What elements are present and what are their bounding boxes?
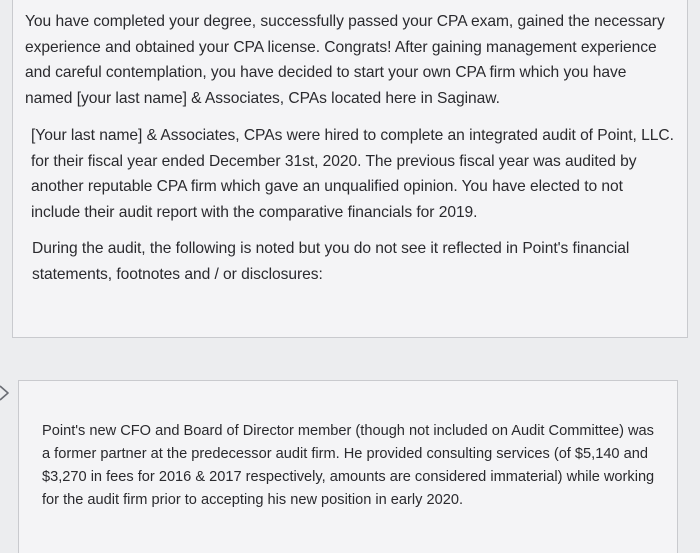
intro-paragraph-1: You have completed your degree, successfully passed your CPA exam, gained the necessary experience and obtained your CPA license. Congrats! After gaining management experience and careful contemplation, you have decided to start your own CPA firm which you have named [your last name] & Associates, CPAs located here in Saginaw.	[25, 13, 665, 107]
chevron-right-icon[interactable]	[0, 382, 18, 404]
intro-paragraph-2: [Your last name] & Associates, CPAs were hired to complete an integrated audit of Point, LLC. for their fiscal year ended December 31st, 2020. The previous fiscal year was audited by another reputable CPA firm which gave an unqualified opinion. You have elected to not include their audit report with the comparative financials for 2019.	[31, 127, 674, 221]
intro-paragraph-3: During the audit, the following is noted but you do not see it reflected in Point's financial statements, footnotes and / or disclosures:	[32, 240, 630, 283]
item-text: Point's new CFO and Board of Director member (though not included on Audit Committee) was a former partner at the predecessor audit firm. He provided consulting services (of $5,140 and $3,270 in fees for 2016 & 2017 respectively, amounts are considered immaterial) while working for the audit firm prior to accepting his new position in early 2020.	[42, 423, 655, 508]
